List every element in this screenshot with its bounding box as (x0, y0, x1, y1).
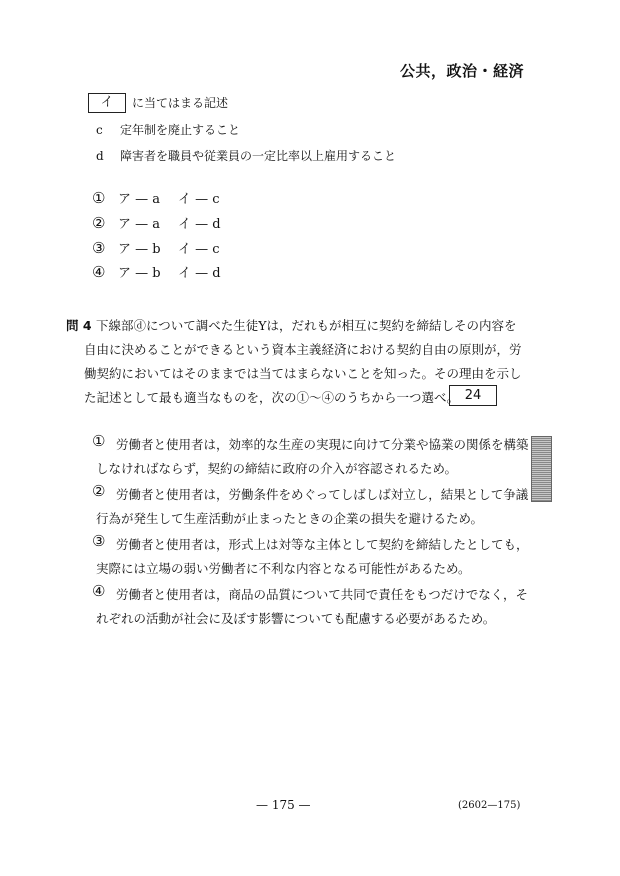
choice-part-a: ア — a (118, 192, 161, 207)
choice-number: ③ (92, 239, 106, 257)
statement-c (96, 121, 240, 138)
combination-choice-2[interactable] (92, 213, 238, 232)
question-4-text-line: た記述として最も適当なものを，次の①～④のうちから一つ選べ。 (84, 390, 460, 405)
answer-4-number[interactable]: ④ (92, 582, 106, 600)
question-4-label: 問 4 (66, 318, 92, 333)
statement-letter: d (96, 149, 104, 163)
answer-4-text-cont: れぞれの活動が社会に及ぼす影響についても配慮する必要があるため。 (96, 611, 496, 626)
answer-2-text-cont: 行為が発生して生産活動が止まったときの企業の損失を避けるため。 (96, 511, 484, 526)
choice-part-b: イ — d (178, 266, 221, 281)
subject-header: 公共，政治・経済 (399, 62, 524, 80)
answer-1-number[interactable]: ① (92, 432, 106, 450)
statement-text: 障害者を職員や従業員の一定比率以上雇用すること (120, 149, 397, 163)
choice-part-a: ア — b (118, 242, 161, 257)
question-4-text-line: 働契約においてはそのままでは当てはまらないことを知った。その理由を示し (84, 366, 522, 381)
choice-part-b: イ — c (178, 242, 220, 257)
choice-number: ① (92, 189, 106, 207)
answer-3-text: 労働者と使用者は，形式上は対等な主体として契約を締結したとしても， (116, 537, 529, 552)
combination-choice-1[interactable] (92, 188, 238, 207)
page-number: — 175 — (256, 798, 311, 812)
statement-letter: c (96, 123, 103, 137)
blank-box-caption: に当てはまる記述 (132, 96, 229, 110)
answer-4-text: 労働者と使用者は，商品の品質について共同で責任をもつだけでなく，そ (116, 587, 529, 602)
combination-choice-3[interactable] (92, 238, 238, 257)
choice-part-a: ア — b (118, 266, 161, 281)
choice-part-b: イ — c (178, 192, 220, 207)
answer-3-text-cont: 実際には立場の弱い労働者に不利な内容となる可能性があるため。 (96, 561, 471, 576)
answer-1-text: 労働者と使用者は，効率的な生産の実現に向けて分業や協業の関係を構築 (116, 437, 529, 452)
answer-2-text: 労働者と使用者は，労働条件をめぐってしばしば対立し，結果として争議 (116, 487, 529, 502)
choice-number: ④ (92, 263, 106, 281)
exam-code: (2602—175) (458, 800, 521, 811)
choice-number: ② (92, 214, 106, 232)
statement-d (96, 147, 396, 164)
question-4-text-line: 自由に決めることができるという資本主義経済における契約自由の原則が，労 (84, 342, 522, 357)
answer-box[interactable]: 24 (449, 385, 497, 406)
answer-3-number[interactable]: ③ (92, 532, 106, 550)
answer-1-text-cont: しなければならず，契約の締結に政府の介入が容認されるため。 (96, 461, 458, 476)
combination-choice-4[interactable] (92, 262, 238, 281)
side-index-tab (531, 436, 552, 502)
answer-2-number[interactable]: ② (92, 482, 106, 500)
choice-part-b: イ — d (178, 217, 221, 232)
statement-text: 定年制を廃止すること (120, 123, 241, 137)
question-4-text-line: 下線部ⓓについて調べた生徒Yは，だれもが相互に契約を締結しその内容を (96, 318, 517, 333)
blank-box-i: イ (88, 93, 126, 113)
choice-part-a: ア — a (118, 217, 161, 232)
